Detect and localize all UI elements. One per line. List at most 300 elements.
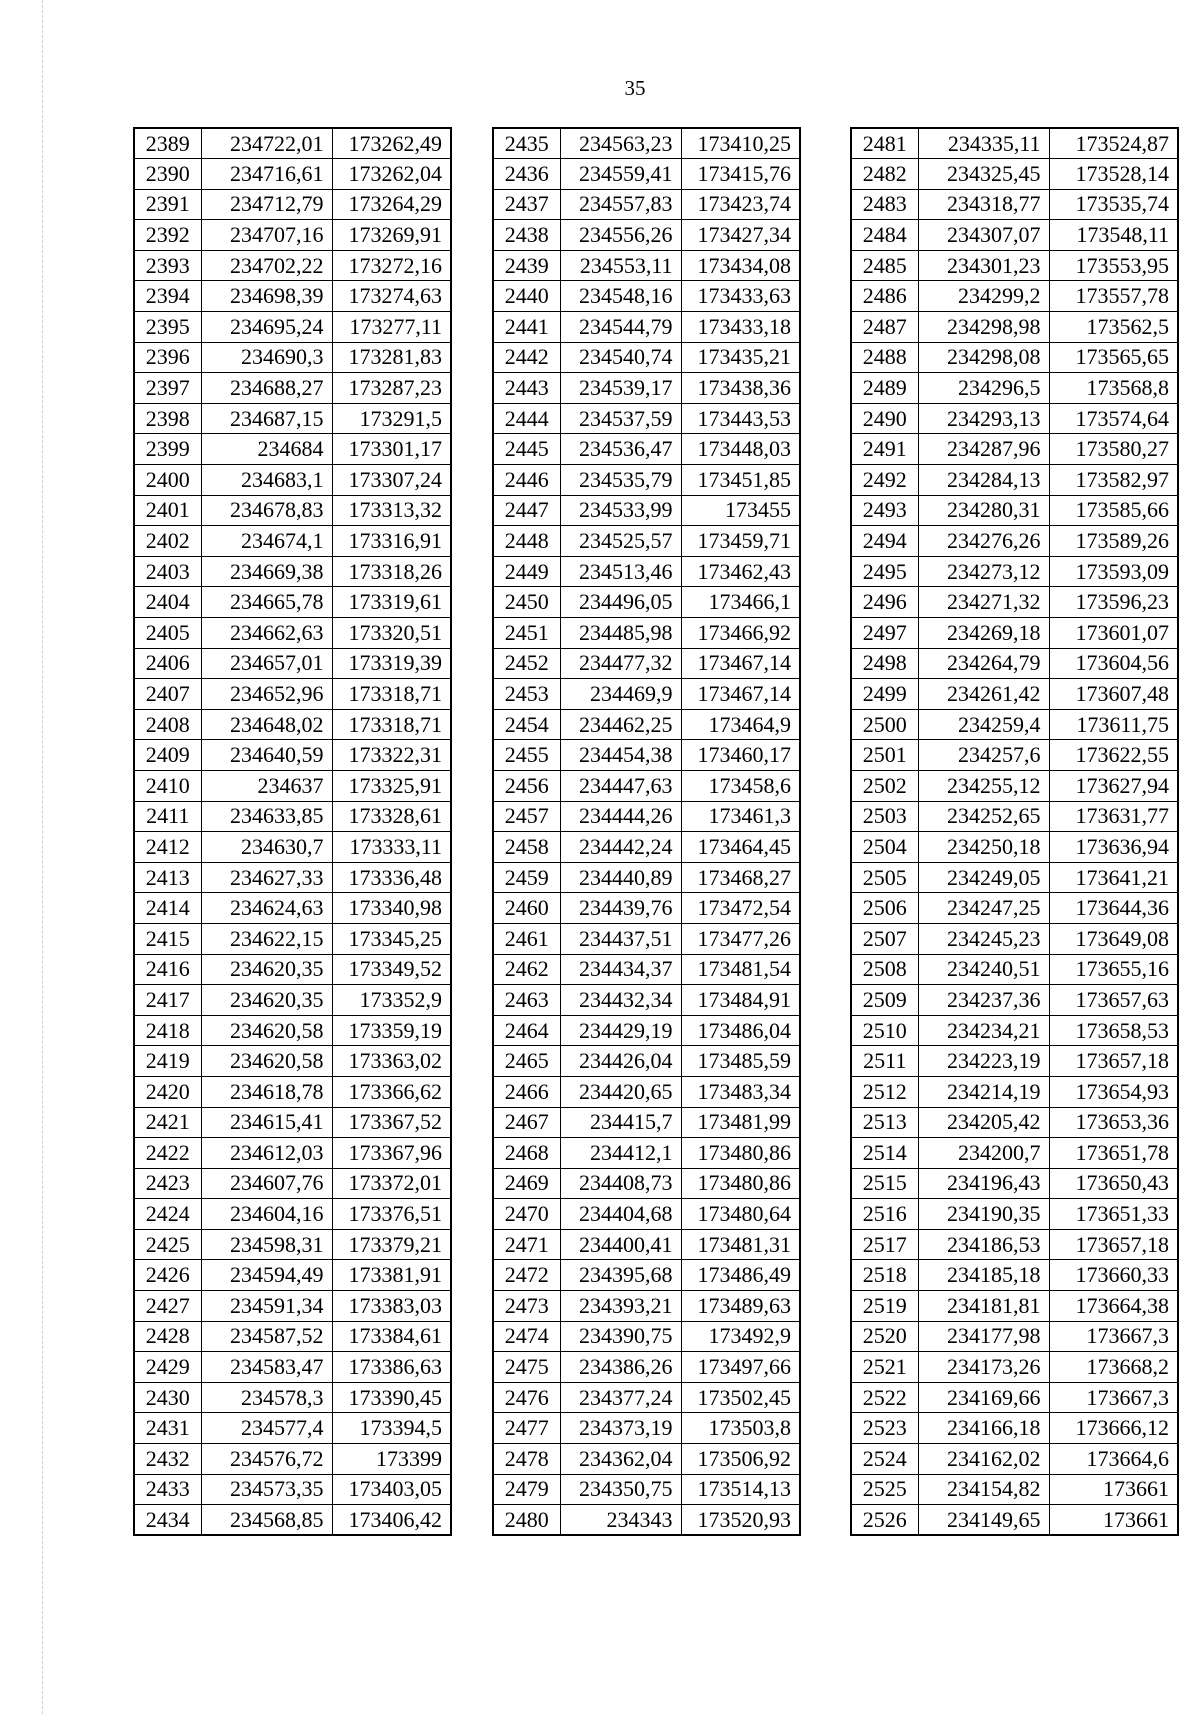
point-number-cell: 2478 bbox=[493, 1444, 560, 1475]
table-row bbox=[493, 1505, 800, 1536]
y-coordinate-cell: 173667,3 bbox=[1049, 1321, 1178, 1352]
y-coordinate-cell: 173535,74 bbox=[1049, 189, 1178, 220]
y-coordinate-cell: 173328,61 bbox=[332, 801, 451, 832]
x-coordinate-cell: 234485,98 bbox=[560, 618, 681, 649]
table-row bbox=[493, 556, 800, 587]
point-number-cell: 2408 bbox=[134, 709, 201, 740]
x-coordinate-cell: 234335,11 bbox=[918, 128, 1049, 159]
x-coordinate-cell: 234393,21 bbox=[560, 1291, 681, 1322]
y-coordinate-cell: 173472,54 bbox=[681, 893, 800, 924]
y-coordinate-cell: 173468,27 bbox=[681, 862, 800, 893]
table-row bbox=[493, 679, 800, 710]
x-coordinate-cell: 234434,37 bbox=[560, 954, 681, 985]
point-number-cell: 2503 bbox=[851, 801, 918, 832]
table-row bbox=[851, 1015, 1178, 1046]
x-coordinate-cell: 234684 bbox=[201, 434, 332, 465]
point-number-cell: 2502 bbox=[851, 770, 918, 801]
table-row bbox=[134, 526, 451, 557]
point-number-cell: 2463 bbox=[493, 985, 560, 1016]
y-coordinate-cell: 173553,95 bbox=[1049, 250, 1178, 281]
table-row bbox=[134, 740, 451, 771]
point-number-cell: 2509 bbox=[851, 985, 918, 1016]
y-coordinate-cell: 173503,8 bbox=[681, 1413, 800, 1444]
x-coordinate-cell: 234688,27 bbox=[201, 373, 332, 404]
point-number-cell: 2420 bbox=[134, 1076, 201, 1107]
table-row bbox=[134, 434, 451, 465]
point-number-cell: 2406 bbox=[134, 648, 201, 679]
table-row bbox=[493, 1168, 800, 1199]
point-number-cell: 2398 bbox=[134, 403, 201, 434]
x-coordinate-cell: 234622,15 bbox=[201, 923, 332, 954]
y-coordinate-cell: 173319,39 bbox=[332, 648, 451, 679]
x-coordinate-cell: 234377,24 bbox=[560, 1382, 681, 1413]
table-row bbox=[851, 923, 1178, 954]
point-number-cell: 2399 bbox=[134, 434, 201, 465]
table-row bbox=[134, 618, 451, 649]
table-row bbox=[134, 465, 451, 496]
x-coordinate-cell: 234343 bbox=[560, 1505, 681, 1536]
table-row bbox=[134, 1229, 451, 1260]
point-number-cell: 2480 bbox=[493, 1505, 560, 1536]
y-coordinate-cell: 173272,16 bbox=[332, 250, 451, 281]
point-number-cell: 2510 bbox=[851, 1015, 918, 1046]
y-coordinate-cell: 173506,92 bbox=[681, 1444, 800, 1475]
y-coordinate-cell: 173410,25 bbox=[681, 128, 800, 159]
table-row bbox=[851, 740, 1178, 771]
y-coordinate-cell: 173480,86 bbox=[681, 1138, 800, 1169]
table-row bbox=[134, 1107, 451, 1138]
table-row bbox=[851, 189, 1178, 220]
x-coordinate-cell: 234548,16 bbox=[560, 281, 681, 312]
table-row bbox=[134, 862, 451, 893]
x-coordinate-cell: 234185,18 bbox=[918, 1260, 1049, 1291]
x-coordinate-cell: 234252,65 bbox=[918, 801, 1049, 832]
table-row bbox=[493, 128, 800, 159]
table-row bbox=[493, 434, 800, 465]
y-coordinate-cell: 173340,98 bbox=[332, 893, 451, 924]
point-number-cell: 2390 bbox=[134, 159, 201, 190]
point-number-cell: 2396 bbox=[134, 342, 201, 373]
x-coordinate-cell: 234257,6 bbox=[918, 740, 1049, 771]
x-coordinate-cell: 234695,24 bbox=[201, 312, 332, 343]
table-row bbox=[134, 128, 451, 159]
table-row bbox=[493, 1413, 800, 1444]
table-row bbox=[851, 220, 1178, 251]
table-row bbox=[493, 1046, 800, 1077]
x-coordinate-cell: 234540,74 bbox=[560, 342, 681, 373]
table-row bbox=[851, 526, 1178, 557]
x-coordinate-cell: 234591,34 bbox=[201, 1291, 332, 1322]
y-coordinate-cell: 173548,11 bbox=[1049, 220, 1178, 251]
x-coordinate-cell: 234261,42 bbox=[918, 679, 1049, 710]
table-row bbox=[851, 312, 1178, 343]
y-coordinate-cell: 173580,27 bbox=[1049, 434, 1178, 465]
x-coordinate-cell: 234652,96 bbox=[201, 679, 332, 710]
table-row bbox=[134, 832, 451, 863]
y-coordinate-cell: 173664,6 bbox=[1049, 1444, 1178, 1475]
point-number-cell: 2458 bbox=[493, 832, 560, 863]
x-coordinate-cell: 234678,83 bbox=[201, 495, 332, 526]
x-coordinate-cell: 234269,18 bbox=[918, 618, 1049, 649]
y-coordinate-cell: 173318,26 bbox=[332, 556, 451, 587]
x-coordinate-cell: 234477,32 bbox=[560, 648, 681, 679]
y-coordinate-cell: 173631,77 bbox=[1049, 801, 1178, 832]
y-coordinate-cell: 173277,11 bbox=[332, 312, 451, 343]
y-coordinate-cell: 173262,49 bbox=[332, 128, 451, 159]
x-coordinate-cell: 234408,73 bbox=[560, 1168, 681, 1199]
point-number-cell: 2433 bbox=[134, 1474, 201, 1505]
y-coordinate-cell: 173320,51 bbox=[332, 618, 451, 649]
y-coordinate-cell: 173660,33 bbox=[1049, 1260, 1178, 1291]
point-number-cell: 2452 bbox=[493, 648, 560, 679]
y-coordinate-cell: 173287,23 bbox=[332, 373, 451, 404]
table-row bbox=[493, 220, 800, 251]
table-row bbox=[493, 1321, 800, 1352]
y-coordinate-cell: 173520,93 bbox=[681, 1505, 800, 1536]
point-number-cell: 2515 bbox=[851, 1168, 918, 1199]
x-coordinate-cell: 234690,3 bbox=[201, 342, 332, 373]
y-coordinate-cell: 173264,29 bbox=[332, 189, 451, 220]
x-coordinate-cell: 234298,98 bbox=[918, 312, 1049, 343]
y-coordinate-cell: 173394,5 bbox=[332, 1413, 451, 1444]
y-coordinate-cell: 173644,36 bbox=[1049, 893, 1178, 924]
table-row bbox=[134, 1076, 451, 1107]
point-number-cell: 2507 bbox=[851, 923, 918, 954]
table-row bbox=[134, 1138, 451, 1169]
point-number-cell: 2485 bbox=[851, 250, 918, 281]
point-number-cell: 2466 bbox=[493, 1076, 560, 1107]
y-coordinate-cell: 173325,91 bbox=[332, 770, 451, 801]
x-coordinate-cell: 234205,42 bbox=[918, 1107, 1049, 1138]
x-coordinate-cell: 234237,36 bbox=[918, 985, 1049, 1016]
y-coordinate-cell: 173601,07 bbox=[1049, 618, 1178, 649]
y-coordinate-cell: 173438,36 bbox=[681, 373, 800, 404]
point-number-cell: 2428 bbox=[134, 1321, 201, 1352]
table-row bbox=[851, 985, 1178, 1016]
point-number-cell: 2418 bbox=[134, 1015, 201, 1046]
point-number-cell: 2525 bbox=[851, 1474, 918, 1505]
x-coordinate-cell: 234687,15 bbox=[201, 403, 332, 434]
y-coordinate-cell: 173497,66 bbox=[681, 1352, 800, 1383]
point-number-cell: 2443 bbox=[493, 373, 560, 404]
point-number-cell: 2389 bbox=[134, 128, 201, 159]
y-coordinate-cell: 173307,24 bbox=[332, 465, 451, 496]
x-coordinate-cell: 234390,75 bbox=[560, 1321, 681, 1352]
point-number-cell: 2494 bbox=[851, 526, 918, 557]
table-row bbox=[134, 1260, 451, 1291]
y-coordinate-cell: 173664,38 bbox=[1049, 1291, 1178, 1322]
y-coordinate-cell: 173318,71 bbox=[332, 679, 451, 710]
y-coordinate-cell: 173366,62 bbox=[332, 1076, 451, 1107]
x-coordinate-cell: 234620,58 bbox=[201, 1046, 332, 1077]
x-coordinate-cell: 234400,41 bbox=[560, 1229, 681, 1260]
point-number-cell: 2416 bbox=[134, 954, 201, 985]
table-row bbox=[493, 862, 800, 893]
x-coordinate-cell: 234247,25 bbox=[918, 893, 1049, 924]
x-coordinate-cell: 234276,26 bbox=[918, 526, 1049, 557]
point-number-cell: 2457 bbox=[493, 801, 560, 832]
table-row bbox=[851, 403, 1178, 434]
x-coordinate-cell: 234429,19 bbox=[560, 1015, 681, 1046]
table-row bbox=[493, 373, 800, 404]
point-number-cell: 2492 bbox=[851, 465, 918, 496]
point-number-cell: 2439 bbox=[493, 250, 560, 281]
x-coordinate-cell: 234630,7 bbox=[201, 832, 332, 863]
y-coordinate-cell: 173390,45 bbox=[332, 1382, 451, 1413]
x-coordinate-cell: 234669,38 bbox=[201, 556, 332, 587]
table-row bbox=[851, 159, 1178, 190]
table-row bbox=[851, 465, 1178, 496]
point-number-cell: 2434 bbox=[134, 1505, 201, 1536]
x-coordinate-cell: 234169,66 bbox=[918, 1382, 1049, 1413]
table-row bbox=[851, 1046, 1178, 1077]
x-coordinate-cell: 234298,08 bbox=[918, 342, 1049, 373]
y-coordinate-cell: 173486,49 bbox=[681, 1260, 800, 1291]
x-coordinate-cell: 234559,41 bbox=[560, 159, 681, 190]
table-row bbox=[851, 1107, 1178, 1138]
point-number-cell: 2475 bbox=[493, 1352, 560, 1383]
x-coordinate-cell: 234181,81 bbox=[918, 1291, 1049, 1322]
y-coordinate-cell: 173386,63 bbox=[332, 1352, 451, 1383]
table-row bbox=[851, 709, 1178, 740]
y-coordinate-cell: 173604,56 bbox=[1049, 648, 1178, 679]
y-coordinate-cell: 173433,18 bbox=[681, 312, 800, 343]
table-row bbox=[851, 770, 1178, 801]
x-coordinate-cell: 234240,51 bbox=[918, 954, 1049, 985]
table-row bbox=[851, 1138, 1178, 1169]
x-coordinate-cell: 234576,72 bbox=[201, 1444, 332, 1475]
table-row bbox=[493, 526, 800, 557]
x-coordinate-cell: 234604,16 bbox=[201, 1199, 332, 1230]
table-row bbox=[851, 587, 1178, 618]
y-coordinate-cell: 173481,54 bbox=[681, 954, 800, 985]
x-coordinate-cell: 234454,38 bbox=[560, 740, 681, 771]
point-number-cell: 2473 bbox=[493, 1291, 560, 1322]
page-margin-line bbox=[42, 0, 43, 1714]
y-coordinate-cell: 173657,63 bbox=[1049, 985, 1178, 1016]
x-coordinate-cell: 234426,04 bbox=[560, 1046, 681, 1077]
y-coordinate-cell: 173627,94 bbox=[1049, 770, 1178, 801]
point-number-cell: 2491 bbox=[851, 434, 918, 465]
x-coordinate-cell: 234264,79 bbox=[918, 648, 1049, 679]
x-coordinate-cell: 234556,26 bbox=[560, 220, 681, 251]
table-row bbox=[134, 281, 451, 312]
y-coordinate-cell: 173372,01 bbox=[332, 1168, 451, 1199]
table-row bbox=[851, 1076, 1178, 1107]
point-number-cell: 2425 bbox=[134, 1229, 201, 1260]
y-coordinate-cell: 173383,03 bbox=[332, 1291, 451, 1322]
point-number-cell: 2455 bbox=[493, 740, 560, 771]
table-row bbox=[851, 1260, 1178, 1291]
point-number-cell: 2488 bbox=[851, 342, 918, 373]
y-coordinate-cell: 173486,04 bbox=[681, 1015, 800, 1046]
table-row bbox=[134, 1199, 451, 1230]
table-row bbox=[493, 923, 800, 954]
table-row bbox=[134, 1505, 451, 1536]
y-coordinate-cell: 173460,17 bbox=[681, 740, 800, 771]
table-row bbox=[493, 312, 800, 343]
y-coordinate-cell: 173654,93 bbox=[1049, 1076, 1178, 1107]
table-row bbox=[493, 801, 800, 832]
x-coordinate-cell: 234615,41 bbox=[201, 1107, 332, 1138]
y-coordinate-cell: 173480,64 bbox=[681, 1199, 800, 1230]
point-number-cell: 2495 bbox=[851, 556, 918, 587]
y-coordinate-cell: 173363,02 bbox=[332, 1046, 451, 1077]
x-coordinate-cell: 234557,83 bbox=[560, 189, 681, 220]
table-row bbox=[493, 250, 800, 281]
table-row bbox=[134, 159, 451, 190]
point-number-cell: 2451 bbox=[493, 618, 560, 649]
point-number-cell: 2393 bbox=[134, 250, 201, 281]
point-number-cell: 2394 bbox=[134, 281, 201, 312]
y-coordinate-cell: 173464,45 bbox=[681, 832, 800, 863]
point-number-cell: 2481 bbox=[851, 128, 918, 159]
x-coordinate-cell: 234196,43 bbox=[918, 1168, 1049, 1199]
table-row bbox=[851, 128, 1178, 159]
coordinate-table-1 bbox=[133, 127, 452, 1536]
table-row bbox=[134, 495, 451, 526]
table-row bbox=[493, 618, 800, 649]
x-coordinate-cell: 234702,22 bbox=[201, 250, 332, 281]
table-row bbox=[134, 373, 451, 404]
y-coordinate-cell: 173399 bbox=[332, 1444, 451, 1475]
point-number-cell: 2438 bbox=[493, 220, 560, 251]
x-coordinate-cell: 234404,68 bbox=[560, 1199, 681, 1230]
point-number-cell: 2397 bbox=[134, 373, 201, 404]
point-number-cell: 2441 bbox=[493, 312, 560, 343]
point-number-cell: 2484 bbox=[851, 220, 918, 251]
x-coordinate-cell: 234533,99 bbox=[560, 495, 681, 526]
table-row bbox=[851, 556, 1178, 587]
y-coordinate-cell: 173651,78 bbox=[1049, 1138, 1178, 1169]
x-coordinate-cell: 234620,35 bbox=[201, 954, 332, 985]
x-coordinate-cell: 234186,53 bbox=[918, 1229, 1049, 1260]
x-coordinate-cell: 234271,32 bbox=[918, 587, 1049, 618]
point-number-cell: 2517 bbox=[851, 1229, 918, 1260]
x-coordinate-cell: 234637 bbox=[201, 770, 332, 801]
point-number-cell: 2403 bbox=[134, 556, 201, 587]
y-coordinate-cell: 173484,91 bbox=[681, 985, 800, 1016]
x-coordinate-cell: 234234,21 bbox=[918, 1015, 1049, 1046]
x-coordinate-cell: 234437,51 bbox=[560, 923, 681, 954]
x-coordinate-cell: 234683,1 bbox=[201, 465, 332, 496]
y-coordinate-cell: 173403,05 bbox=[332, 1474, 451, 1505]
table-row bbox=[134, 312, 451, 343]
x-coordinate-cell: 234293,13 bbox=[918, 403, 1049, 434]
point-number-cell: 2501 bbox=[851, 740, 918, 771]
y-coordinate-cell: 173433,63 bbox=[681, 281, 800, 312]
x-coordinate-cell: 234612,03 bbox=[201, 1138, 332, 1169]
y-coordinate-cell: 173661 bbox=[1049, 1474, 1178, 1505]
y-coordinate-cell: 173352,9 bbox=[332, 985, 451, 1016]
x-coordinate-cell: 234280,31 bbox=[918, 495, 1049, 526]
y-coordinate-cell: 173611,75 bbox=[1049, 709, 1178, 740]
x-coordinate-cell: 234712,79 bbox=[201, 189, 332, 220]
point-number-cell: 2499 bbox=[851, 679, 918, 710]
table-row bbox=[493, 159, 800, 190]
point-number-cell: 2401 bbox=[134, 495, 201, 526]
point-number-cell: 2395 bbox=[134, 312, 201, 343]
table-row bbox=[493, 954, 800, 985]
x-coordinate-cell: 234578,3 bbox=[201, 1382, 332, 1413]
y-coordinate-cell: 173322,31 bbox=[332, 740, 451, 771]
point-number-cell: 2474 bbox=[493, 1321, 560, 1352]
x-coordinate-cell: 234544,79 bbox=[560, 312, 681, 343]
x-coordinate-cell: 234249,05 bbox=[918, 862, 1049, 893]
table-row bbox=[851, 1168, 1178, 1199]
point-number-cell: 2479 bbox=[493, 1474, 560, 1505]
table-row bbox=[851, 832, 1178, 863]
y-coordinate-cell: 173657,18 bbox=[1049, 1229, 1178, 1260]
point-number-cell: 2436 bbox=[493, 159, 560, 190]
table-row bbox=[493, 770, 800, 801]
y-coordinate-cell: 173485,59 bbox=[681, 1046, 800, 1077]
y-coordinate-cell: 173461,3 bbox=[681, 801, 800, 832]
table-row bbox=[134, 250, 451, 281]
point-number-cell: 2486 bbox=[851, 281, 918, 312]
table-row bbox=[134, 985, 451, 1016]
x-coordinate-cell: 234525,57 bbox=[560, 526, 681, 557]
y-coordinate-cell: 173593,09 bbox=[1049, 556, 1178, 587]
x-coordinate-cell: 234573,35 bbox=[201, 1474, 332, 1505]
point-number-cell: 2511 bbox=[851, 1046, 918, 1077]
x-coordinate-cell: 234563,23 bbox=[560, 128, 681, 159]
y-coordinate-cell: 173274,63 bbox=[332, 281, 451, 312]
page-number: 35 bbox=[624, 76, 646, 100]
point-number-cell: 2500 bbox=[851, 709, 918, 740]
y-coordinate-cell: 173464,9 bbox=[681, 709, 800, 740]
point-number-cell: 2424 bbox=[134, 1199, 201, 1230]
y-coordinate-cell: 173528,14 bbox=[1049, 159, 1178, 190]
x-coordinate-cell: 234412,1 bbox=[560, 1138, 681, 1169]
y-coordinate-cell: 173514,13 bbox=[681, 1474, 800, 1505]
table-row bbox=[493, 1015, 800, 1046]
table-row bbox=[851, 250, 1178, 281]
point-number-cell: 2449 bbox=[493, 556, 560, 587]
point-number-cell: 2472 bbox=[493, 1260, 560, 1291]
x-coordinate-cell: 234255,12 bbox=[918, 770, 1049, 801]
y-coordinate-cell: 173319,61 bbox=[332, 587, 451, 618]
table-row bbox=[851, 893, 1178, 924]
y-coordinate-cell: 173462,43 bbox=[681, 556, 800, 587]
point-number-cell: 2423 bbox=[134, 1168, 201, 1199]
point-number-cell: 2482 bbox=[851, 159, 918, 190]
x-coordinate-cell: 234439,76 bbox=[560, 893, 681, 924]
point-number-cell: 2516 bbox=[851, 1199, 918, 1230]
table-row bbox=[851, 1291, 1178, 1322]
point-number-cell: 2465 bbox=[493, 1046, 560, 1077]
x-coordinate-cell: 234296,5 bbox=[918, 373, 1049, 404]
x-coordinate-cell: 234657,01 bbox=[201, 648, 332, 679]
table-row bbox=[134, 587, 451, 618]
y-coordinate-cell: 173651,33 bbox=[1049, 1199, 1178, 1230]
table-row bbox=[851, 342, 1178, 373]
x-coordinate-cell: 234537,59 bbox=[560, 403, 681, 434]
x-coordinate-cell: 234640,59 bbox=[201, 740, 332, 771]
point-number-cell: 2526 bbox=[851, 1505, 918, 1536]
table-row bbox=[851, 1505, 1178, 1536]
y-coordinate-cell: 173459,71 bbox=[681, 526, 800, 557]
point-number-cell: 2435 bbox=[493, 128, 560, 159]
table-row bbox=[134, 770, 451, 801]
table-row bbox=[493, 740, 800, 771]
point-number-cell: 2430 bbox=[134, 1382, 201, 1413]
x-coordinate-cell: 234583,47 bbox=[201, 1352, 332, 1383]
table-row bbox=[851, 618, 1178, 649]
point-number-cell: 2456 bbox=[493, 770, 560, 801]
x-coordinate-cell: 234440,89 bbox=[560, 862, 681, 893]
x-coordinate-cell: 234149,65 bbox=[918, 1505, 1049, 1536]
